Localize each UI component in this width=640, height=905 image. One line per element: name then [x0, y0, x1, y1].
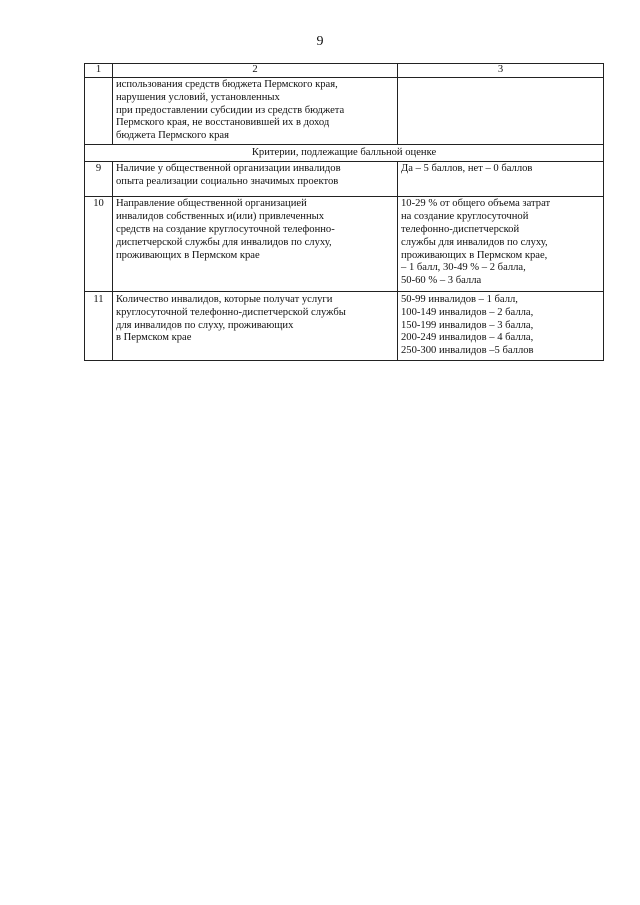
- criterion-line: при предоставлении субсидии из средств бюджета: [116, 104, 345, 116]
- criterion-cell: [113, 197, 398, 292]
- score-line: Да – 5 баллов, нет – 0 баллов: [401, 162, 533, 174]
- score-line: на создание круглосуточной: [401, 211, 529, 223]
- score-line: 50-60 % – 3 балла: [401, 275, 482, 287]
- criterion-line: Направление общественной организацией: [116, 198, 307, 210]
- criterion-line: опыта реализации социально значимых проектов: [116, 175, 339, 187]
- table-header-row: [85, 64, 604, 78]
- score-line: – 1 балл, 30-49 % – 2 балла,: [401, 262, 526, 274]
- criterion-line: в Пермском крае: [116, 332, 192, 344]
- criterion-line: средств на создание круглосуточной телефонно-: [116, 223, 335, 235]
- table-row: [85, 161, 604, 197]
- column-number-2: 2: [113, 64, 398, 78]
- score-line: 50-99 инвалидов – 1 балл,: [401, 293, 518, 305]
- score-cell: [398, 161, 604, 197]
- criterion-line: Наличие у общественной организации инвалидов: [116, 162, 341, 174]
- score-cell: [398, 78, 604, 145]
- section-title: Критерии, подлежащие балльной оценке: [85, 144, 604, 161]
- score-line: 100-149 инвалидов – 2 балла,: [401, 306, 534, 318]
- row-number: 9: [85, 161, 113, 197]
- table-row: [85, 291, 604, 360]
- row-number: 10: [85, 197, 113, 292]
- score-cell: [398, 291, 604, 360]
- column-number-3: 3: [398, 64, 604, 78]
- criterion-line: Количество инвалидов, которые получат услуги: [116, 293, 333, 305]
- criterion-cell: [113, 291, 398, 360]
- criterion-line: проживающих в Пермском крае: [116, 249, 260, 261]
- section-heading-row: [85, 144, 604, 161]
- score-line: проживающих в Пермском крае,: [401, 249, 548, 261]
- criterion-line: для инвалидов по слуху, проживающих: [116, 319, 294, 331]
- score-line: 250-300 инвалидов –5 баллов: [401, 345, 534, 357]
- criteria-table: [84, 63, 604, 361]
- criterion-line: инвалидов собственных и(или) привлеченных: [116, 211, 325, 223]
- score-line: 200-249 инвалидов – 4 балла,: [401, 332, 534, 344]
- score-cell: [398, 197, 604, 292]
- table-row-continuation: [85, 78, 604, 145]
- score-line: телефонно-диспетчерской: [401, 223, 520, 235]
- score-line: 10-29 % от общего объема затрат: [401, 198, 551, 210]
- page-number: 9: [316, 34, 324, 49]
- column-number-1: 1: [85, 64, 113, 78]
- table-row: [85, 197, 604, 292]
- criterion-line: диспетчерской службы для инвалидов по слуху,: [116, 236, 332, 248]
- row-number: 11: [85, 291, 113, 360]
- criterion-line: нарушения условий, установленных: [116, 91, 280, 103]
- criterion-cell: [113, 78, 398, 145]
- row-number-cell: [85, 78, 113, 145]
- criterion-cell: [113, 161, 398, 197]
- criterion-line: круглосуточной телефонно-диспетчерской службы: [116, 306, 346, 318]
- score-line: 150-199 инвалидов – 3 балла,: [401, 319, 534, 331]
- score-line: службы для инвалидов по слуху,: [401, 236, 548, 248]
- criterion-line: Пермского края, не восстановившей их в доход: [116, 117, 330, 129]
- criterion-line: бюджета Пермского края: [116, 130, 229, 142]
- criterion-line: использования средств бюджета Пермского края,: [116, 79, 338, 90]
